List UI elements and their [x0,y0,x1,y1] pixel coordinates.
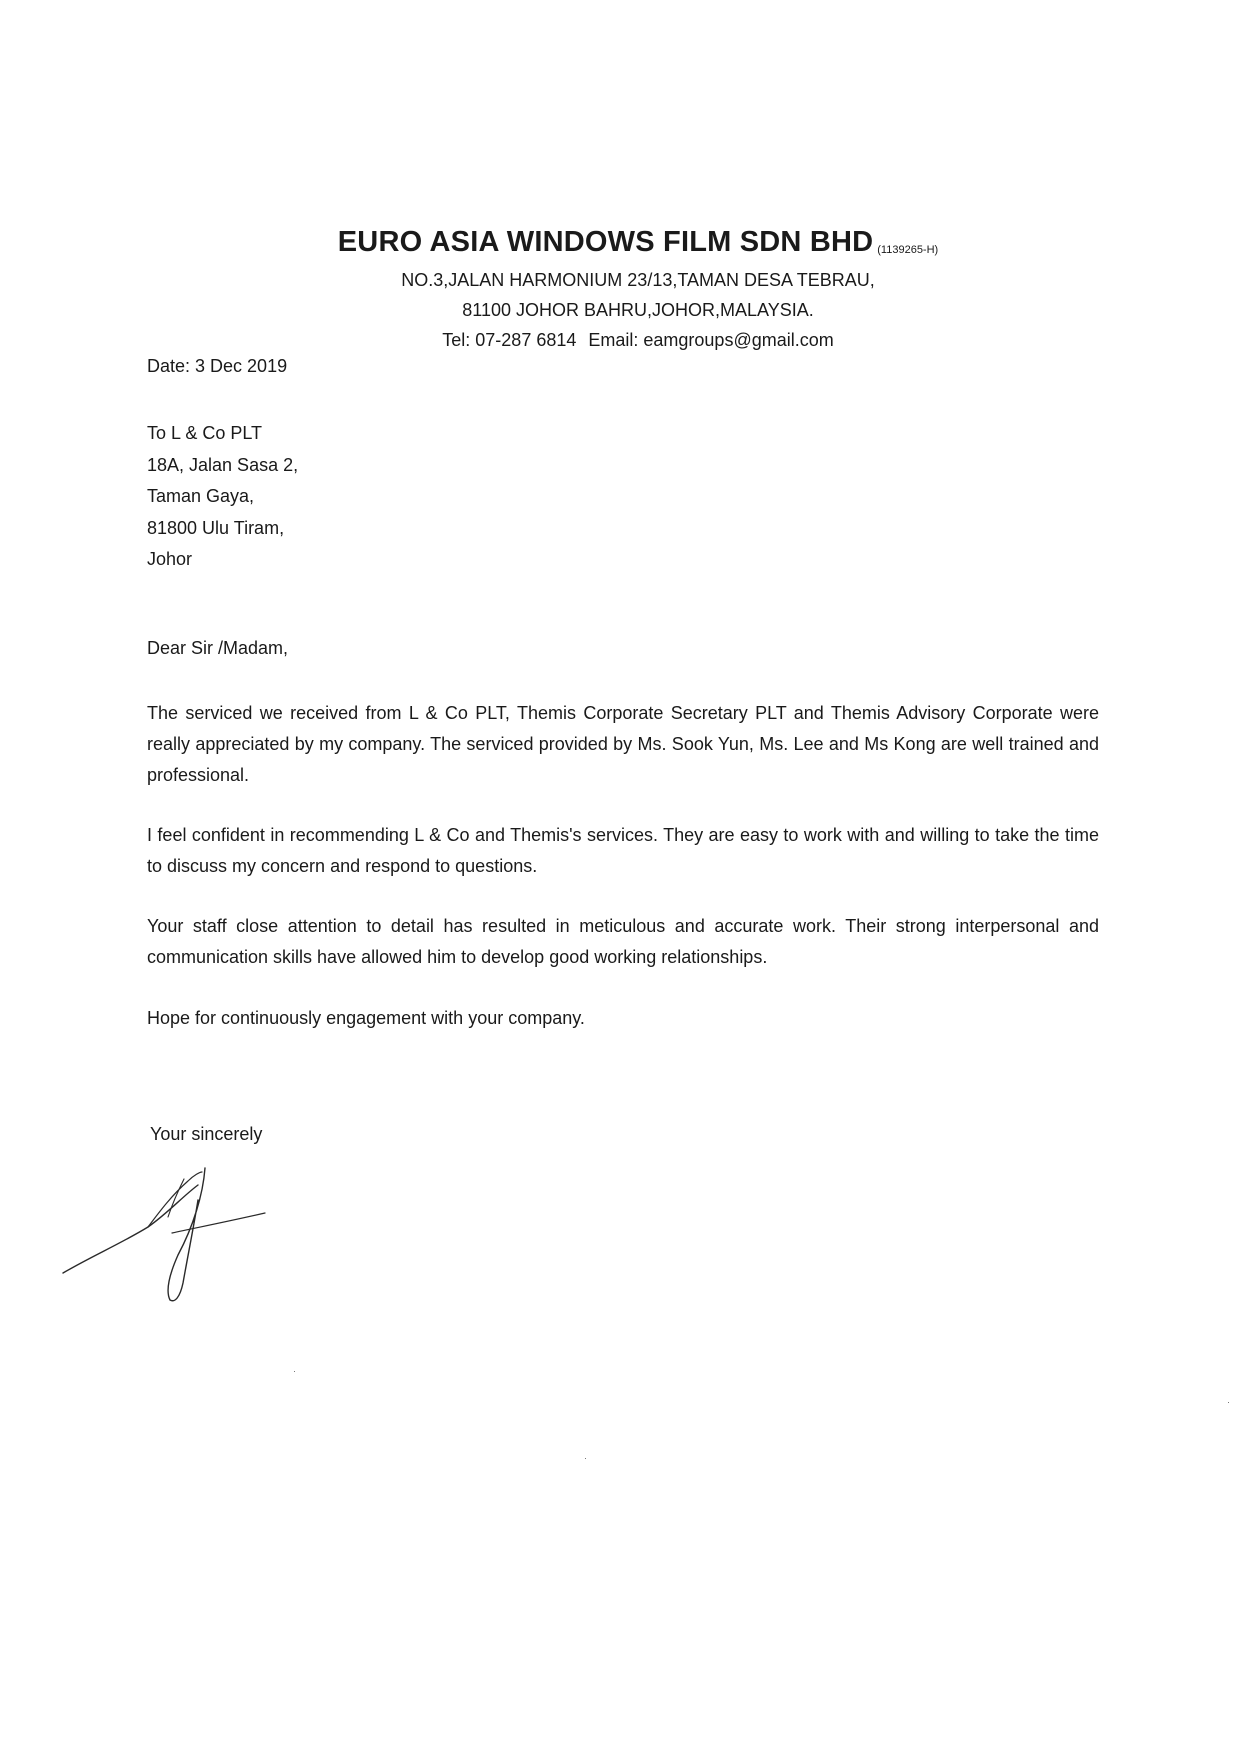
signature-stroke-tail [172,1213,265,1233]
company-name: EURO ASIA WINDOWS FILM SDN BHD [337,226,874,258]
scan-speck [585,1458,586,1459]
recipient-line-2: 18A, Jalan Sasa 2, [147,454,299,475]
company-address-line-2: 81100 JOHOR BAHRU,JOHOR,MALAYSIA. [462,300,814,320]
company-registration-number: (1139265-H) [877,244,939,256]
company-heading [0,228,1240,257]
signature-stroke-diagonal [63,1185,198,1273]
handwritten-signature [60,1155,280,1305]
scan-speck [294,1371,295,1372]
body-paragraph-3: Your staff close attention to detail has resulted in meticulous and accurate work. Their strong interpersonal and communication skills have allowed him to develop good working relationships. [147,916,1099,967]
recipient-address [147,418,298,576]
recipient-line-4: 81800 Ulu Tiram, [147,517,285,538]
company-address-line-1: NO.3,JALAN HARMONIUM 23/13,TAMAN DESA TEBRAU, [401,270,875,290]
letterhead [0,228,1240,355]
scan-speck [1228,1402,1229,1403]
body-paragraph-1: The serviced we received from L & Co PLT, Themis Corporate Secretary PLT and Themis Advisory Corporate were really appreciated by my company. The serviced provided by Ms. Sook Yun, Ms. Lee and Ms Kong are well trained and professional. [147,703,1099,785]
recipient-line-1: To L & Co PLT [147,423,263,443]
recipient-line-3: Taman Gaya, [147,486,255,506]
company-telephone: Tel: 07-287 6814 [442,330,577,350]
company-email: Email: eamgroups@gmail.com [588,330,834,350]
letter-date: Date: 3 Dec 2019 [147,356,288,376]
body-paragraph-4: Hope for continuously engagement with your company. [147,1008,585,1028]
closing: Your sincerely [150,1124,263,1144]
recipient-line-5: Johor [147,549,193,569]
body-paragraph-2: I feel confident in recommending L & Co and Themis's services. They are easy to work with and willing to take the time to discuss my concern and respond to questions. [147,825,1099,876]
salutation: Dear Sir /Madam, [147,638,289,658]
signature-stroke-vertical [168,1168,205,1301]
company-contact [0,325,1240,355]
